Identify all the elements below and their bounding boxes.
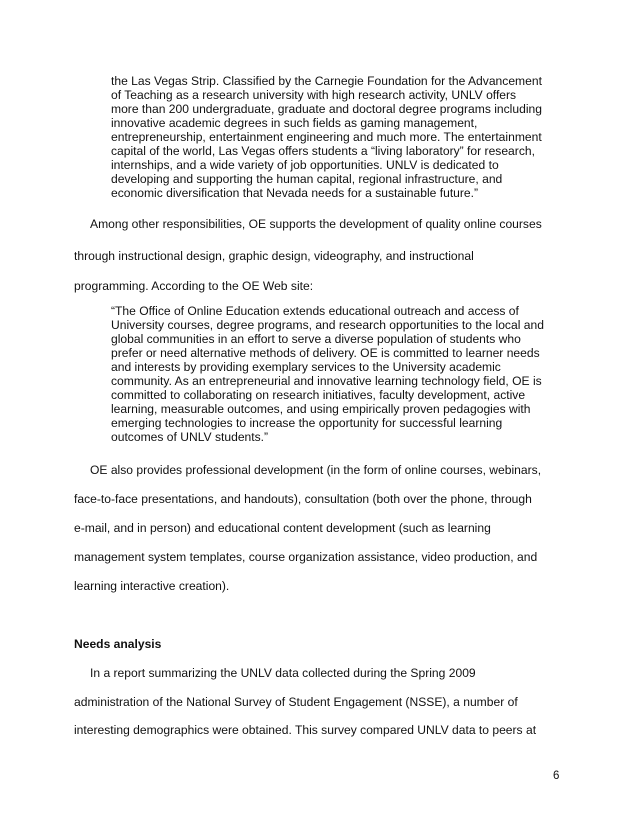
quote2-line-3: global communities in an effort to serve a diverse population of students who [111,332,521,346]
para2-line-4: management system templates, course organization assistance, video production, and [74,550,538,564]
quote1-line-8: developing and supporting the human capital, regional infrastructure, and [111,172,503,186]
quote2-line-1: “The Office of Online Education extends educational outreach and access of [111,304,519,318]
para1-line-1: Among other responsibilities, OE supports the development of quality online courses [90,217,542,231]
quote1-line-3: more than 200 undergraduate, graduate and doctoral degree programs including [111,102,542,116]
quote2-line-8: learning, measurable outcomes, and using empirically proven pedagogies with [111,402,531,416]
quote1-line-2: of Teaching as a research university with high research activity, UNLV offers [111,88,517,102]
para2-line-1: OE also provides professional development (in the form of online courses, webinars, [90,463,542,477]
quote1-line-1: the Las Vegas Strip. Classified by the Carnegie Foundation for the Advancement [111,74,542,88]
quote2-line-5: and interests by providing exemplary services to the University academic [111,360,501,374]
para3-line-1: In a report summarizing the UNLV data collected during the Spring 2009 [90,666,476,680]
quote1-line-6: capital of the world, Las Vegas offers students a “living laboratory” for research, [111,144,535,158]
para1-line-3: programming. According to the OE Web site: [74,279,314,293]
quote2-line-2: University courses, degree programs, and research opportunities to the local and [111,318,544,332]
para3-line-3: interesting demographics were obtained. This survey compared UNLV data to peers at [74,723,537,737]
quote2-line-10: outcomes of UNLV students.” [111,430,269,444]
para3-line-2: administration of the National Survey of Student Engagement (NSSE), a number of [74,695,518,709]
quote2-line-4: prefer or need alternative methods of delivery. OE is committed to learner needs [111,346,540,360]
para2-line-3: e-mail, and in person) and educational content development (such as learning [74,521,491,535]
para1-line-2: through instructional design, graphic design, videography, and instructional [74,249,474,263]
quote1-line-5: entrepreneurship, entertainment engineering and much more. The entertainment [111,130,542,144]
para2-line-5: learning interactive creation). [74,579,230,593]
quote1-line-7: internships, and a wide variety of job opportunities. UNLV is dedicated to [111,158,499,172]
quote2-line-7: committed to collaborating on research initiatives, faculty development, active [111,388,526,402]
quote1-line-9: economic diversification that Nevada needs for a sustainable future.” [111,186,479,200]
page-number: 6 [553,770,560,782]
quote1-line-4: innovative academic degrees in such fields as gaming management, [111,116,478,130]
quote2-line-9: emerging technologies to increase the opportunity for successful learning [111,416,503,430]
section-heading: Needs analysis [74,637,162,651]
para2-line-2: face-to-face presentations, and handouts), consultation (both over the phone, through [74,492,532,506]
quote2-line-6: community. As an entrepreneurial and innovative learning technology field, OE is [111,374,542,388]
